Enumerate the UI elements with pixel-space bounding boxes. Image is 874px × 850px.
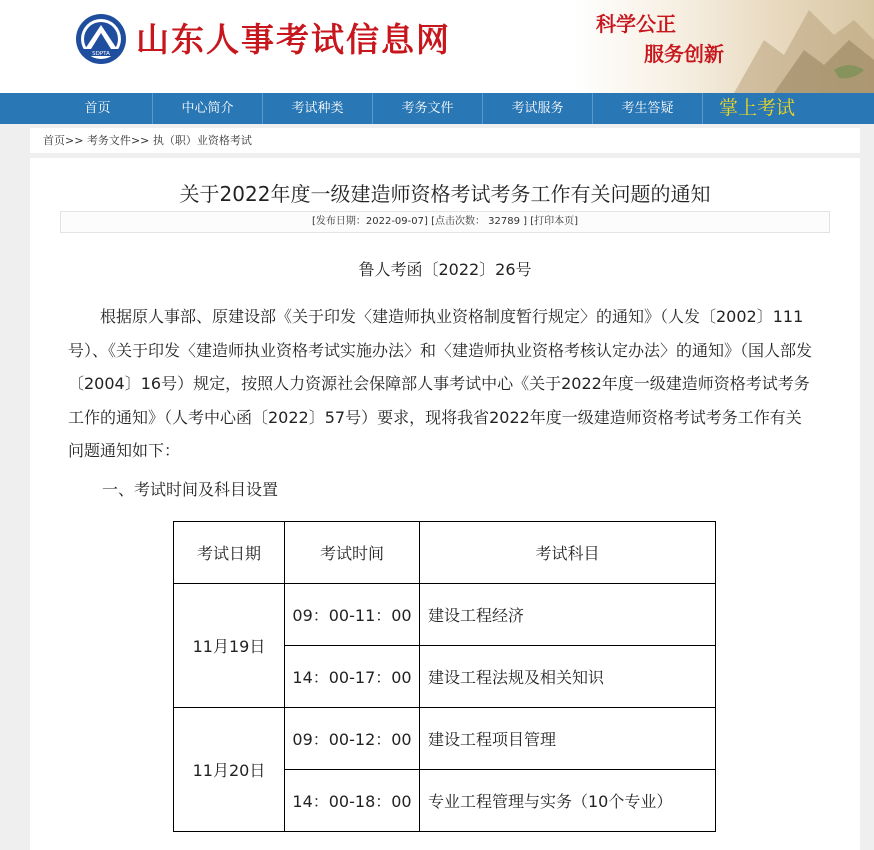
exam-time-cell: 09：00-11：00 (285, 584, 420, 646)
logo-text: SDPTA (92, 51, 110, 57)
breadcrumb-category[interactable]: 考务文件 (86, 134, 131, 147)
exam-date-cell: 11月20日 (174, 708, 285, 832)
main-nav (0, 93, 874, 124)
document-number: 鲁人考函〔2022〕26号 (358, 260, 532, 279)
nav-item-exam-types[interactable]: 考试种类 (263, 93, 373, 124)
table-row (174, 708, 716, 770)
nav-item-exam-documents[interactable]: 考务文件 (373, 93, 483, 124)
site-header (0, 0, 874, 93)
breadcrumb-subcategory[interactable]: 执（职）业资格考试 (152, 134, 252, 147)
exam-date-cell: 11月19日 (174, 584, 285, 708)
exam-subject-cell: 专业工程管理与实务（10个专业） (420, 770, 716, 832)
slogan-line-1: 科学公正 (596, 12, 676, 36)
exam-subject-cell: 建设工程项目管理 (420, 708, 716, 770)
exam-time-cell: 14：00-18：00 (285, 770, 420, 832)
header-exam-subject: 考试科目 (420, 522, 716, 584)
exam-time-cell: 09：00-12：00 (285, 708, 420, 770)
table-row (174, 584, 716, 646)
header-exam-date: 考试日期 (174, 522, 285, 584)
nav-item-home[interactable]: 首页 (43, 93, 153, 124)
table-header-row (174, 522, 716, 584)
sdpta-logo-icon[interactable] (75, 13, 127, 65)
breadcrumb (30, 128, 860, 153)
exam-schedule-table (173, 521, 716, 832)
slogan-line-2: 服务创新 (644, 42, 724, 66)
exam-subject-cell: 建设工程法规及相关知识 (420, 646, 716, 708)
article-title: 关于2022年度一级建造师资格考试考务工作有关问题的通知 (179, 182, 711, 206)
breadcrumb-home[interactable]: 首页 (43, 134, 65, 147)
nav-item-faq[interactable]: 考生答疑 (593, 93, 703, 124)
mountain-illustration (714, 0, 874, 93)
exam-time-cell: 14：00-17：00 (285, 646, 420, 708)
nav-item-mobile-exam[interactable]: 掌上考试 (719, 97, 796, 119)
site-title[interactable]: 山东人事考试信息网 (136, 20, 451, 59)
nav-item-exam-services[interactable]: 考试服务 (483, 93, 593, 124)
article-paragraph: 根据原人事部、原建设部《关于印发〈建造师执业资格制度暂行规定〉的通知》（人发〔2002〕111号）、《关于印发〈建造师执业资格考试实施办法〉和〈建造师执业资格考核认定办法〉的通知》（国人部发〔2004〕16号）规定，按照人力资源社会保障部人事考试中心《关于2022年度一级建造师资格考试考务工作的通知》（人考中心函〔2022〕57号）要求，现将我省2022年度一级建造师资格考试考务工作有关问题通知如下： (68, 307, 813, 460)
nav-item-about[interactable]: 中心简介 (153, 93, 263, 124)
article-container (30, 158, 860, 850)
article-meta: [发布日期：2022-09-07] [点击次数： 32789 ] [打印本页] (60, 211, 830, 233)
breadcrumb-separator: >> (65, 134, 84, 147)
exam-subject-cell: 建设工程经济 (420, 584, 716, 646)
breadcrumb-separator: >> (130, 134, 150, 147)
header-exam-time: 考试时间 (285, 522, 420, 584)
section-heading: 一、考试时间及科目设置 (102, 480, 279, 499)
